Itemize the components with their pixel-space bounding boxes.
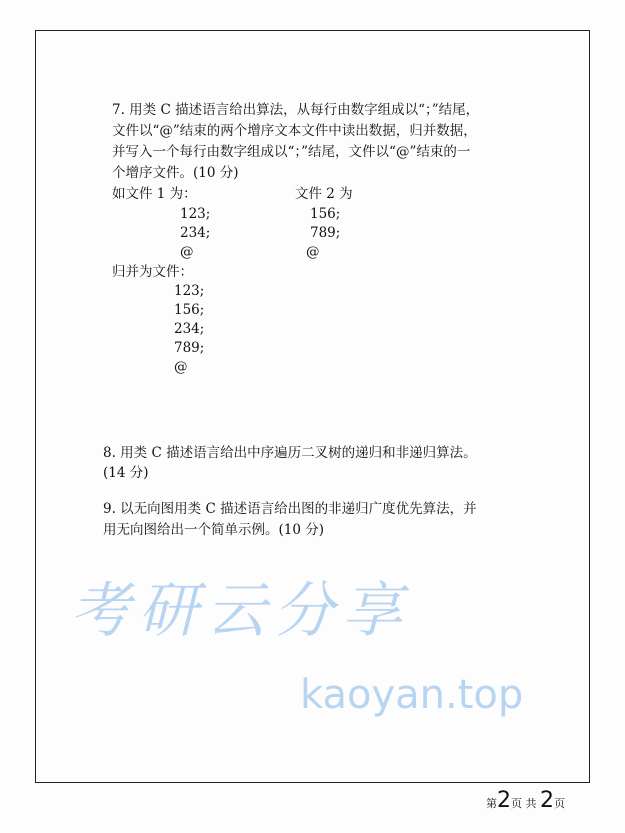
file2-line: @ xyxy=(306,244,320,260)
merged-line: @ xyxy=(174,359,188,375)
q9-line: 9. 以无向图用类 C 描述语言给出图的非递归广度优先算法，并 xyxy=(103,501,477,517)
file1-line: 234; xyxy=(180,225,211,241)
q8-line: (14 分) xyxy=(103,465,149,481)
merged-line: 234; xyxy=(174,321,205,337)
file2-label: 文件 2 为 xyxy=(295,186,353,202)
footer-text: 页 共 xyxy=(511,797,537,810)
watermark-brand: 考研云分享 xyxy=(70,576,410,646)
footer-text: 页 xyxy=(554,797,565,810)
q7-line: 并写入一个每行由数字组成以“；”结尾，文件以“@”结束的一 xyxy=(112,144,471,160)
footer-text: 第 xyxy=(486,797,497,810)
file1-line: 123; xyxy=(180,206,211,222)
file2-line: 156; xyxy=(310,206,341,222)
total-pages: 2 xyxy=(540,788,554,813)
file1-line: @ xyxy=(180,244,194,260)
current-page: 2 xyxy=(497,788,511,813)
file1-label: 如文件 1 为： xyxy=(112,186,197,202)
q8-line: 8. 用类 C 描述语言给出中序遍历二叉树的递归和非递归算法。 xyxy=(103,445,477,461)
q9-line: 用无向图给出一个简单示例。(10 分) xyxy=(103,522,325,538)
page-number xyxy=(486,788,565,813)
q7-line: 文件以“@”结束的两个增序文本文件中读出数据，归并数据， xyxy=(112,123,477,139)
merged-label: 归并为文件： xyxy=(112,264,193,280)
q7-line: 7. 用类 C 描述语言给出算法，从每行由数字组成以“；”结尾， xyxy=(112,102,480,118)
merged-line: 123; xyxy=(174,283,205,299)
merged-line: 156; xyxy=(174,302,205,318)
watermark-url: kaoyan.top xyxy=(300,672,524,718)
q7-line: 个增序文件。(10 分) xyxy=(112,165,239,181)
file2-line: 789; xyxy=(310,225,341,241)
merged-line: 789; xyxy=(174,340,205,356)
